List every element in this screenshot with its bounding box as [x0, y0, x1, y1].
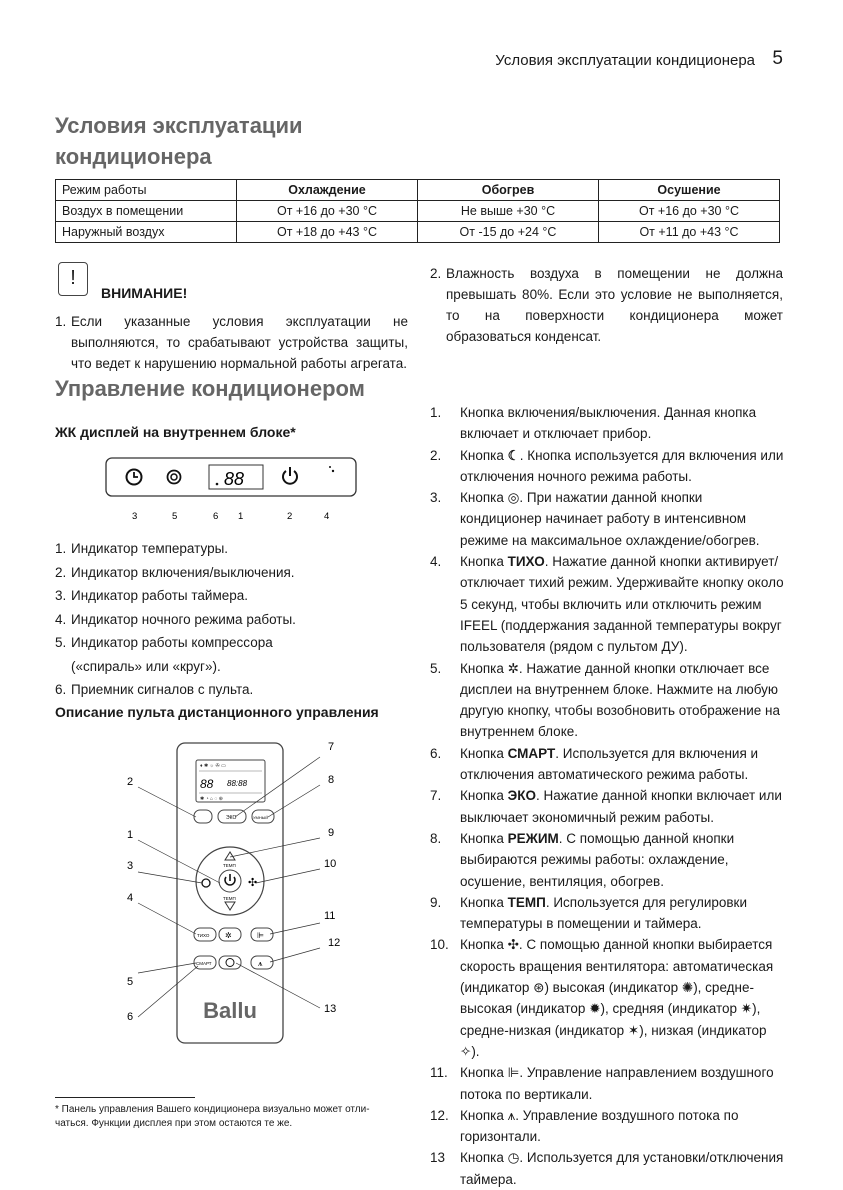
footnote-line: чаться. Функции дисплея при этом остаются те же. [55, 1118, 293, 1129]
quiet-button-label: ТИХО [197, 933, 210, 938]
list-item-text: ). [471, 1043, 480, 1059]
list-item-text: Приемник сигналов с пульта. [71, 682, 254, 697]
list-item-text: . Используется для установки/отключения таймера. [460, 1150, 784, 1187]
remote-callout: 5 [127, 976, 134, 988]
list-item-text: Индикатор работы компрессора [71, 635, 273, 650]
button-name: ТЕМП [507, 894, 546, 910]
remote-control-diagram [110, 735, 350, 1050]
list-item-text: Кнопка [460, 788, 508, 804]
list-number: 3. [430, 490, 442, 506]
table-header-cell: Режим работы [56, 180, 237, 201]
remote-callout: 3 [127, 860, 134, 872]
mode-button-label: УМНЫЙ [253, 815, 269, 820]
list-item-text: Кнопка [460, 1150, 508, 1166]
table-header-row [56, 180, 780, 201]
display-off-icon: ✲ [507, 660, 519, 676]
list-item [430, 934, 785, 1062]
timer-icon: ◷ [507, 1150, 520, 1166]
table-row [56, 222, 780, 243]
list-item-text: . Нажатие данной кнопки отключает все дисплеи на внутреннем блоке. Нажмите на любую другую кнопку, чтобы возобновить отображение на внутреннем блоке. [460, 660, 780, 740]
table-row [56, 201, 780, 222]
list-number: 2. [55, 564, 67, 580]
horizontal-swing-icon: ⩚ [258, 959, 263, 968]
table-cell: От +16 до +30 °С [599, 201, 780, 222]
list-item [430, 1062, 785, 1105]
brand-logo: Ballu [203, 998, 257, 1023]
list-item [55, 631, 408, 655]
list-item-text: Индикатор работы таймера. [71, 588, 249, 603]
button-description-list [430, 402, 785, 1190]
horizontal-swing-icon: ⩚ [507, 1107, 516, 1123]
button-name: ТИХО [507, 554, 545, 570]
list-item [430, 828, 785, 892]
list-number: 6. [430, 745, 442, 761]
remote-callout: 10 [324, 858, 337, 870]
timer-button [219, 956, 241, 969]
list-item-text: Кнопка [460, 490, 508, 506]
night-mode-button [194, 810, 212, 823]
lcd-digits: 88 [224, 469, 245, 489]
list-item [55, 537, 408, 561]
remote-display-right: 88:88 [227, 779, 248, 788]
remote-callout: 12 [328, 937, 341, 949]
list-item [55, 608, 408, 632]
lcd-title: ЖК дисплей на внутреннем блоке* [55, 424, 296, 440]
vertical-swing-icon: ⊫ [507, 1065, 520, 1081]
list-item [430, 445, 785, 488]
temp-up-label: ТЕМП [223, 863, 236, 868]
table-cell: Воздух в помещении [56, 201, 237, 222]
fan-low-icon: ✧ [460, 1043, 472, 1059]
list-item-text: . С помощью данной кнопки выбирается скорость вращения вентилятора: автоматическая (индикатор [460, 937, 774, 996]
receiver-dot [216, 483, 219, 486]
table-cell: От +18 до +43 °С [237, 222, 418, 243]
list-item [55, 678, 408, 702]
section-title-conditions [55, 110, 303, 172]
lcd-callout: 3 [132, 511, 138, 522]
smart-button-label: СМАРТ [196, 961, 212, 966]
warning-text-2: Влажность воздуха в помещении не должна превышать 80%. Если это условие не выполняется, то на поверхности кондиционера может образоваться конденсат. [446, 266, 783, 344]
list-number: 9. [430, 894, 442, 910]
remote-callout: 7 [328, 741, 335, 753]
fan-high-icon: ✺ [681, 980, 694, 996]
table-header-cell: Охлаждение [237, 180, 418, 201]
list-item-text: . Управление направлением воздушного потока по вертикали. [460, 1065, 774, 1102]
list-item [430, 892, 785, 935]
warning-item-2 [430, 263, 783, 347]
list-item-text: ), средне-низкая (индикатор [460, 1001, 761, 1038]
list-item-text: Кнопка [460, 1065, 508, 1081]
table-header-cell: Осушение [599, 180, 780, 201]
list-number: 12. [430, 1107, 449, 1123]
list-item-text: . При нажатии данной кнопки кондиционер начинает работу в интенсивном режиме на максимальное охлаждение/обогрев. [460, 490, 760, 548]
table-cell: Не выше +30 °С [418, 201, 599, 222]
section-title-line1: Условия эксплуатации [55, 113, 303, 138]
table-cell: От -15 до +24 °С [418, 222, 599, 243]
list-number: 1. [430, 405, 442, 420]
night-mode-icon: ☾ [507, 447, 520, 463]
fan-icon: ✣ [248, 877, 258, 889]
button-name: СМАРТ [507, 745, 556, 761]
list-item [55, 655, 408, 679]
list-item [430, 658, 785, 743]
list-item [430, 1105, 785, 1148]
list-number: 10. [430, 937, 449, 953]
list-item-text: Кнопка [460, 1107, 508, 1123]
remote-callout: 11 [324, 910, 336, 922]
list-item-text: . Нажатие данной кнопки включает или выключает экономичный режим работы. [460, 788, 782, 825]
list-item [430, 743, 785, 786]
list-item-text: ), средне-высокая (индикатор [460, 980, 754, 1017]
vertical-swing-icon: ⊫ [257, 931, 264, 940]
conditions-table [55, 179, 780, 243]
list-item-text: Индикатор включения/выключения. [71, 564, 295, 580]
remote-callout: 8 [328, 774, 335, 786]
section-title-control: Управление кондиционером [55, 376, 365, 401]
list-item-text: . С помощью данной кнопки выбираются режимы работы: охлаждение, осушение, вентиляция, обогрев. [460, 830, 735, 889]
page-number: 5 [772, 48, 783, 69]
list-number: 6. [55, 682, 67, 697]
fan-auto-icon: ⊛ [533, 980, 545, 996]
warning-icon: ! [58, 262, 88, 296]
list-number: 5. [55, 635, 67, 650]
list-number: 1. [55, 314, 67, 329]
list-item-text: Кнопка [460, 447, 508, 463]
list-item [430, 487, 785, 551]
table-header-cell: Обогрев [418, 180, 599, 201]
list-number: 4. [430, 554, 442, 570]
fan-medium-low-icon: ✶ [627, 1022, 640, 1038]
temp-down-label: ТЕМП [223, 896, 236, 901]
list-item [55, 561, 408, 585]
list-item-text: . Используется для регулировки температуры в помещении и таймера. [460, 894, 748, 932]
list-item [55, 584, 408, 608]
svg-text:♦ ✱ ☼ ✇ ▭: ♦ ✱ ☼ ✇ ▭ [200, 763, 226, 769]
remote-callout: 1 [127, 829, 134, 841]
list-number: 1. [55, 541, 67, 556]
list-item-text: Индикатор ночного режима работы. [71, 611, 296, 627]
fan-medium-high-icon: ✹ [589, 1001, 601, 1017]
table-cell: От +11 до +43 °С [599, 222, 780, 243]
list-item-text: Кнопка [460, 937, 508, 953]
list-item-text: ), средняя (индикатор [600, 1001, 741, 1017]
footnote [55, 1103, 415, 1131]
remote-callout: 4 [127, 892, 134, 904]
section-title-line2: кондиционера [55, 144, 212, 169]
lcd-callout: 2 [287, 511, 293, 522]
remote-callout: 6 [127, 1011, 134, 1023]
list-item-text: Кнопка [460, 894, 508, 910]
list-item-text: Кнопка [460, 660, 508, 676]
list-number: 13 [430, 1150, 446, 1166]
list-item-text: ) высокая (индикатор [544, 980, 682, 996]
warning-text-1: Если указанные условия эксплуатации не выполняются, то срабатывают устройства защиты, что ведет к нарушению нормальной работы агрегата. [71, 314, 408, 371]
turbo-icon: ◎ [507, 490, 520, 506]
list-number: 5. [430, 660, 442, 676]
running-header-title: Условия эксплуатации кондиционера [495, 52, 755, 69]
list-item-text: . Используется для включения и отключения автоматического режима работы. [460, 745, 759, 783]
list-number: 8. [430, 830, 442, 846]
list-item-text: . Нажатие данной кнопки активирует/отключает тихий режим. Удерживайте кнопку около 5 секунд, чтобы включить или отключить режим IFEEL (поддержания заданной температуры вокруг пользователя (рядом с пультом ДУ). [460, 554, 784, 655]
list-item-text: Кнопка [460, 554, 508, 570]
warning-title: ВНИМАНИЕ! [101, 285, 188, 301]
list-number: 4. [55, 611, 67, 627]
list-number: 11. [430, 1065, 448, 1081]
remote-callout: 9 [328, 827, 335, 839]
remote-display-left: 88 [200, 777, 214, 791]
display-off-icon: ✲ [225, 931, 232, 940]
fan-icon: ✣ [507, 937, 519, 953]
svg-text:✱ ◔ ⌂ ◌ ⊕: ✱ ◔ ⌂ ◌ ⊕ [200, 796, 223, 802]
remote-callout: 13 [324, 1003, 337, 1015]
list-item [430, 1147, 785, 1190]
list-item-text: ), низкая (индикатор [639, 1022, 767, 1038]
lcd-callout: 5 [172, 511, 178, 522]
eco-button-label: ЭКО [226, 815, 237, 821]
footnote-line: * Панель управления Вашего кондиционера визуально может отли- [55, 1104, 370, 1115]
button-name: ЭКО [507, 788, 536, 804]
list-number: 3. [55, 588, 67, 603]
list-item-text: Индикатор температуры. [71, 541, 229, 556]
lcd-callout: 6 [213, 511, 219, 522]
button-name: РЕЖИМ [507, 830, 559, 846]
list-item-text: Кнопка включения/выключения. Данная кнопка включает и отключает прибор. [460, 405, 757, 442]
list-number: 7. [430, 788, 442, 804]
list-item-text: Кнопка [460, 745, 508, 761]
remote-title: Описание пульта дистанционного управления [55, 704, 379, 720]
list-item-text: Кнопка [460, 830, 508, 846]
remote-callout: 2 [127, 776, 134, 788]
table-cell: Наружный воздух [56, 222, 237, 243]
lcd-indicator-list [55, 537, 408, 702]
list-number: 2. [430, 447, 442, 463]
lcd-callout: 1 [238, 511, 244, 522]
list-number: 2. [430, 266, 442, 281]
table-cell: От +16 до +30 °С [237, 201, 418, 222]
list-item [430, 551, 785, 657]
list-item [430, 785, 785, 828]
lcd-panel-diagram [100, 453, 362, 523]
footnote-rule [55, 1097, 195, 1098]
lcd-callout: 4 [324, 511, 330, 522]
fan-medium-icon: ✷ [740, 1001, 753, 1017]
list-item-text: . Управление воздушного потока по горизонтали. [460, 1107, 739, 1145]
list-item [430, 402, 785, 445]
warning-item-1 [55, 311, 408, 374]
list-item-text: («спираль» или «круг»). [71, 658, 221, 674]
list-item-text: . Кнопка используется для включения или отключения ночного режима работы. [460, 447, 784, 484]
